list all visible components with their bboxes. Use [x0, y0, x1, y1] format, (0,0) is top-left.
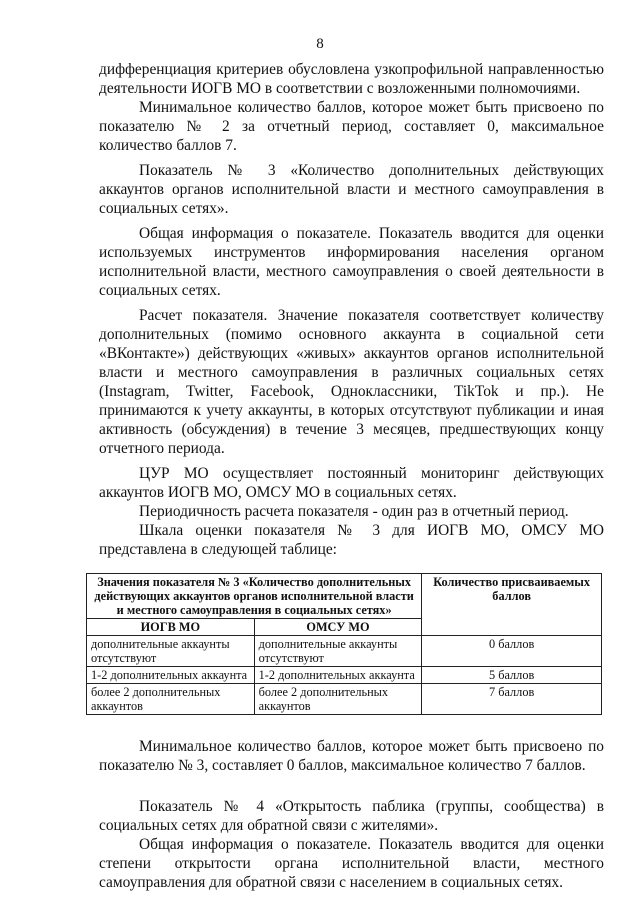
- table-cell-omsu: 1-2 дополнительных аккаунта: [254, 667, 422, 684]
- scoring-table: [86, 573, 602, 715]
- paragraph-periodicity: Периодичность расчета показателя - один раз в отчетный период.: [139, 503, 569, 520]
- paragraph-scale-intro: Шкала оценки показателя № 3 для ИОГВ МО, ОМСУ МО представлена в следующей таблице:: [99, 522, 604, 558]
- paragraph-indicator-4-info: Общая информация о показателе. Показатель вводится для оценки степени открытости органа исполнительной власти, местного самоуправления для обратной связи с населением в социальных сетях.: [99, 836, 604, 891]
- table-row: [87, 684, 602, 715]
- table-row: [87, 667, 602, 684]
- paragraph-general-info: Общая информация о показателе. Показатель вводится для оценки используемых инструментов информирования населения органом исполнительной власти, местного самоуправления о своей деятельности в социальных сетях.: [99, 225, 604, 299]
- table-cell-omsu: дополнительные аккаунты отсутствуют: [254, 636, 422, 667]
- paragraph-2: Минимальное количество баллов, которое может быть присвоено по показателю № 2 за отчетный период, составляет 0, максимальное количество баллов 7.: [99, 99, 604, 154]
- paragraph-indicator-3-title: Показатель № 3 «Количество дополнительных действующих аккаунтов органов исполнительной власти и местного самоуправления в социальных сетях».: [99, 162, 604, 217]
- page-number: 8: [316, 36, 324, 52]
- table-row: [87, 636, 602, 667]
- paragraph-min-max-points: Минимальное количество баллов, которое может быть присвоено по показателю № 3, составляет 0 баллов, максимальное количество 7 баллов.: [99, 738, 604, 774]
- table-subheader-omsu: ОМСУ МО: [254, 619, 422, 636]
- table-subheader-iogv: ИОГВ МО: [87, 619, 255, 636]
- paragraph-monitoring: ЦУР МО осуществляет постоянный мониторинг действующих аккаунтов ИОГВ МО, ОМСУ МО в социальных сетях.: [99, 465, 604, 501]
- table-cell-points: 5 баллов: [422, 667, 602, 684]
- paragraph-indicator-4-title: Показатель № 4 «Открытость паблика (группы, сообщества) в социальных сетях для обратной связи с жителями».: [99, 798, 604, 834]
- table-cell-omsu: более 2 дополнительных аккаунтов: [254, 684, 422, 715]
- table-cell-points: 0 баллов: [422, 636, 602, 667]
- paragraph-calculation: Расчет показателя. Значение показателя соответствует количеству дополнительных (помимо основного аккаунта в социальной сети «ВКонтакте») действующих «живых» аккаунтов органов исполнительной власти и местного самоуправления в различных социальных сетях (Instagram, Twitter, Facebook, Одноклассники, TikTok и пр.). Не принимаются к учету аккаунты, в которых отсутствуют публикации и иная активность (обсуждения) в течение 3 месяцев, предшествующих концу отчетного периода.: [99, 307, 604, 457]
- table-header-points: Количество присваиваемых баллов: [422, 574, 602, 636]
- scoring-table-wrapper: [86, 573, 604, 715]
- table-cell-iogv: дополнительные аккаунты отсутствуют: [87, 636, 255, 667]
- table-header-row: [87, 574, 602, 619]
- table-header-values: Значения показателя № 3 «Количество дополнительных действующих аккаунтов органов исполнительной власти и местного самоуправления в социальных сетях»: [87, 574, 422, 619]
- document-body: [91, 60, 604, 892]
- table-cell-iogv: более 2 дополнительных аккаунтов: [87, 684, 255, 715]
- paragraph-1: дифференциация критериев обусловлена узкопрофильной направленностью деятельности ИОГВ МО в соответствии с возложенными полномочиями.: [99, 61, 604, 97]
- table-cell-points: 7 баллов: [422, 684, 602, 715]
- table-cell-iogv: 1-2 дополнительных аккаунта: [87, 667, 255, 684]
